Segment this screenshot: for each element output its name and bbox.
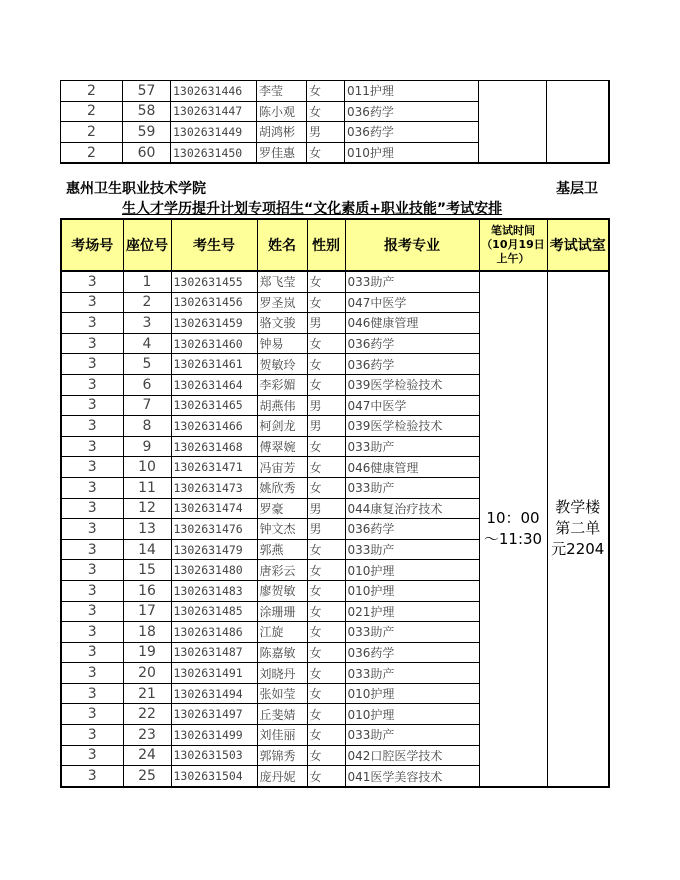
cell-seat-no: 4 [123,333,171,354]
cell-major: 033助产 [345,539,479,560]
cell-gender: 女 [307,457,345,478]
cell-name: 李莹 [257,81,307,102]
cell-gender: 男 [307,519,345,540]
cell-gender: 男 [307,122,345,143]
cell-major: 010护理 [345,580,479,601]
table-row [61,271,609,292]
cell-name: 郭燕 [257,539,307,560]
cell-gender: 男 [307,498,345,519]
school-title: 惠州卫生职业技术学院 [66,181,206,197]
cell-major: 033助产 [345,663,479,684]
cell-seat-no: 10 [123,457,171,478]
cell-major: 010护理 [345,704,479,725]
cell-exam-room-no: 3 [61,725,123,746]
cell-gender: 女 [307,704,345,725]
cell-gender: 女 [307,683,345,704]
cell-exam-room-no: 3 [61,477,123,498]
cell-name: 钟易 [257,333,307,354]
cell-exam-room-no: 2 [61,142,123,163]
exam-seating-table [60,218,610,788]
cell-candidate-no: 1302631503 [171,745,257,766]
cell-gender: 女 [307,745,345,766]
cell-seat-no: 8 [123,416,171,437]
cell-candidate-no: 1302631499 [171,725,257,746]
cell-seat-no: 5 [123,354,171,375]
cell-seat-no: 12 [123,498,171,519]
cell-gender: 女 [307,101,345,122]
cell-exam-room-no: 3 [61,292,123,313]
header-major: 报考专业 [345,219,479,271]
cell-gender: 女 [307,622,345,643]
cell-major: 021护理 [345,601,479,622]
cell-name: 刘晓丹 [257,663,307,684]
cell-candidate-no: 1302631447 [171,101,257,122]
cell-candidate-no: 1302631491 [171,663,257,684]
cell-seat-no: 58 [123,101,171,122]
cell-major: 033助产 [345,436,479,457]
cell-name: 李彩媚 [257,374,307,395]
cell-candidate-no: 1302631455 [171,271,257,292]
cell-gender: 女 [307,142,345,163]
cell-exam-room-no: 3 [61,580,123,601]
cell-name: 傅翠婉 [257,436,307,457]
cell-major: 036药学 [345,333,479,354]
cell-name: 丘斐婧 [257,704,307,725]
cell-name: 胡燕伟 [257,395,307,416]
cell-candidate-no: 1302631476 [171,519,257,540]
cell-gender: 女 [307,601,345,622]
cell-name: 涂珊珊 [257,601,307,622]
cell-candidate-no: 1302631460 [171,333,257,354]
cell-gender: 女 [307,354,345,375]
cell-exam-room-no: 2 [61,122,123,143]
cell-major: 033助产 [345,271,479,292]
cell-seat-no: 11 [123,477,171,498]
cell-candidate-no: 1302631474 [171,498,257,519]
cell-major: 041医学美容技术 [345,766,479,787]
cell-candidate-no: 1302631468 [171,436,257,457]
cell-candidate-no: 1302631466 [171,416,257,437]
cell-gender: 女 [307,271,345,292]
cell-candidate-no: 1302631450 [171,142,257,163]
cell-major: 036药学 [345,354,479,375]
cell-name: 江旋 [257,622,307,643]
table-header-row [61,219,609,271]
cell-seat-no: 14 [123,539,171,560]
cell-name: 唐彩云 [257,560,307,581]
cell-exam-room-no: 3 [61,374,123,395]
cell-seat-no: 3 [123,313,171,334]
cell-gender: 女 [307,725,345,746]
cell-candidate-no: 1302631456 [171,292,257,313]
cell-candidate-no: 1302631504 [171,766,257,787]
cell-seat-no: 7 [123,395,171,416]
cell-name: 廖贺敏 [257,580,307,601]
cell-candidate-no: 1302631473 [171,477,257,498]
title-right-part: 基层卫 [556,181,598,197]
cell-exam-room-no: 3 [61,416,123,437]
cell-candidate-no: 1302631479 [171,539,257,560]
cell-major: 036药学 [345,101,479,122]
header-written-exam-time: 笔试时间（10月19日上午） [479,219,547,271]
cell-gender: 女 [307,374,345,395]
cell-seat-no: 18 [123,622,171,643]
cell-major: 011护理 [345,81,479,102]
cell-name: 张如莹 [257,683,307,704]
cell-gender: 女 [307,663,345,684]
cell-seat-no: 6 [123,374,171,395]
cell-gender: 女 [307,81,345,102]
cell-seat-no: 9 [123,436,171,457]
cell-name: 贺敏玲 [257,354,307,375]
cell-name: 罗圣岚 [257,292,307,313]
cell-name: 庞丹妮 [257,766,307,787]
cell-major: 039医学检验技术 [345,374,479,395]
cell-candidate-no: 1302631483 [171,580,257,601]
cell-gender: 女 [307,560,345,581]
cell-exam-room-no: 3 [61,271,123,292]
cell-name: 罗佳惠 [257,142,307,163]
cell-seat-no: 19 [123,642,171,663]
cell-seat-no: 57 [123,81,171,102]
cell-exam-room-no: 3 [61,498,123,519]
cell-exam-room-no: 3 [61,683,123,704]
cell-gender: 女 [307,642,345,663]
cell-candidate-no: 1302631480 [171,560,257,581]
cell-name: 冯宙芳 [257,457,307,478]
header-exam-room-no: 考场号 [61,219,123,271]
cell-name: 骆文骏 [257,313,307,334]
cell-candidate-no: 1302631471 [171,457,257,478]
cell-major: 036药学 [345,122,479,143]
cell-major: 042口腔医学技术 [345,745,479,766]
cell-gender: 女 [307,333,345,354]
cell-gender: 女 [307,477,345,498]
cell-exam-room-no: 3 [61,642,123,663]
cell-candidate-no: 1302631446 [171,81,257,102]
cell-exam-room-no: 3 [61,704,123,725]
cell-exam-room-no: 2 [61,81,123,102]
header-exam-room: 考试试室 [547,219,609,271]
cell-major: 033助产 [345,622,479,643]
cell-gender: 男 [307,395,345,416]
cell-exam-room-no: 3 [61,457,123,478]
header-candidate-no: 考生号 [171,219,257,271]
cell-candidate-no: 1302631464 [171,374,257,395]
cell-major: 046健康管理 [345,457,479,478]
cell-exam-room-no: 3 [61,745,123,766]
cell-gender: 女 [307,436,345,457]
exam-time-cell: 10：00～11:30 [479,271,547,787]
cell-exam-room-no: 3 [61,313,123,334]
table-row [61,81,609,102]
cell-name: 郑飞莹 [257,271,307,292]
cell-name: 郭锦秀 [257,745,307,766]
previous-page-table [60,80,610,164]
cell-major: 039医学检验技术 [345,416,479,437]
cell-seat-no: 25 [123,766,171,787]
cell-major: 047中医学 [345,292,479,313]
cell-candidate-no: 1302631486 [171,622,257,643]
exam-time-cell [479,81,547,164]
cell-seat-no: 17 [123,601,171,622]
cell-name: 胡鸿彬 [257,122,307,143]
cell-exam-room-no: 3 [61,766,123,787]
cell-candidate-no: 1302631465 [171,395,257,416]
cell-candidate-no: 1302631497 [171,704,257,725]
cell-name: 柯剑龙 [257,416,307,437]
cell-seat-no: 2 [123,292,171,313]
cell-gender: 女 [307,766,345,787]
cell-major: 010护理 [345,560,479,581]
cell-exam-room-no: 3 [61,539,123,560]
cell-seat-no: 59 [123,122,171,143]
cell-major: 036药学 [345,642,479,663]
cell-exam-room-no: 3 [61,354,123,375]
cell-exam-room-no: 3 [61,395,123,416]
cell-exam-room-no: 3 [61,560,123,581]
cell-seat-no: 20 [123,663,171,684]
cell-seat-no: 22 [123,704,171,725]
cell-name: 刘佳丽 [257,725,307,746]
cell-name: 罗豪 [257,498,307,519]
cell-major: 010护理 [345,142,479,163]
cell-exam-room-no: 3 [61,663,123,684]
exam-room-cell: 教学楼第二单元2204 [547,271,609,787]
cell-exam-room-no: 3 [61,622,123,643]
header-gender: 性别 [307,219,345,271]
cell-seat-no: 13 [123,519,171,540]
cell-gender: 女 [307,539,345,560]
cell-name: 钟文杰 [257,519,307,540]
cell-name: 陈嘉敏 [257,642,307,663]
cell-candidate-no: 1302631461 [171,354,257,375]
cell-candidate-no: 1302631494 [171,683,257,704]
cell-major: 033助产 [345,477,479,498]
cell-seat-no: 60 [123,142,171,163]
cell-major: 044康复治疗技术 [345,498,479,519]
cell-major: 010护理 [345,683,479,704]
cell-exam-room-no: 2 [61,101,123,122]
cell-name: 姚欣秀 [257,477,307,498]
cell-major: 033助产 [345,725,479,746]
cell-major: 046健康管理 [345,313,479,334]
header-seat-no: 座位号 [123,219,171,271]
cell-seat-no: 23 [123,725,171,746]
header-name: 姓名 [257,219,307,271]
cell-name: 陈小观 [257,101,307,122]
exam-room-cell [547,81,609,164]
cell-gender: 女 [307,580,345,601]
exam-schedule-subtitle: 生人才学历提升计划专项招生“文化素质+职业技能”考试安排 [122,201,503,217]
cell-seat-no: 24 [123,745,171,766]
cell-candidate-no: 1302631487 [171,642,257,663]
cell-seat-no: 15 [123,560,171,581]
cell-gender: 男 [307,313,345,334]
cell-major: 047中医学 [345,395,479,416]
cell-gender: 女 [307,292,345,313]
cell-candidate-no: 1302631485 [171,601,257,622]
cell-candidate-no: 1302631449 [171,122,257,143]
cell-candidate-no: 1302631459 [171,313,257,334]
cell-seat-no: 1 [123,271,171,292]
cell-seat-no: 16 [123,580,171,601]
cell-exam-room-no: 3 [61,333,123,354]
cell-major: 036药学 [345,519,479,540]
cell-exam-room-no: 3 [61,519,123,540]
cell-gender: 男 [307,416,345,437]
cell-exam-room-no: 3 [61,436,123,457]
cell-seat-no: 21 [123,683,171,704]
cell-exam-room-no: 3 [61,601,123,622]
